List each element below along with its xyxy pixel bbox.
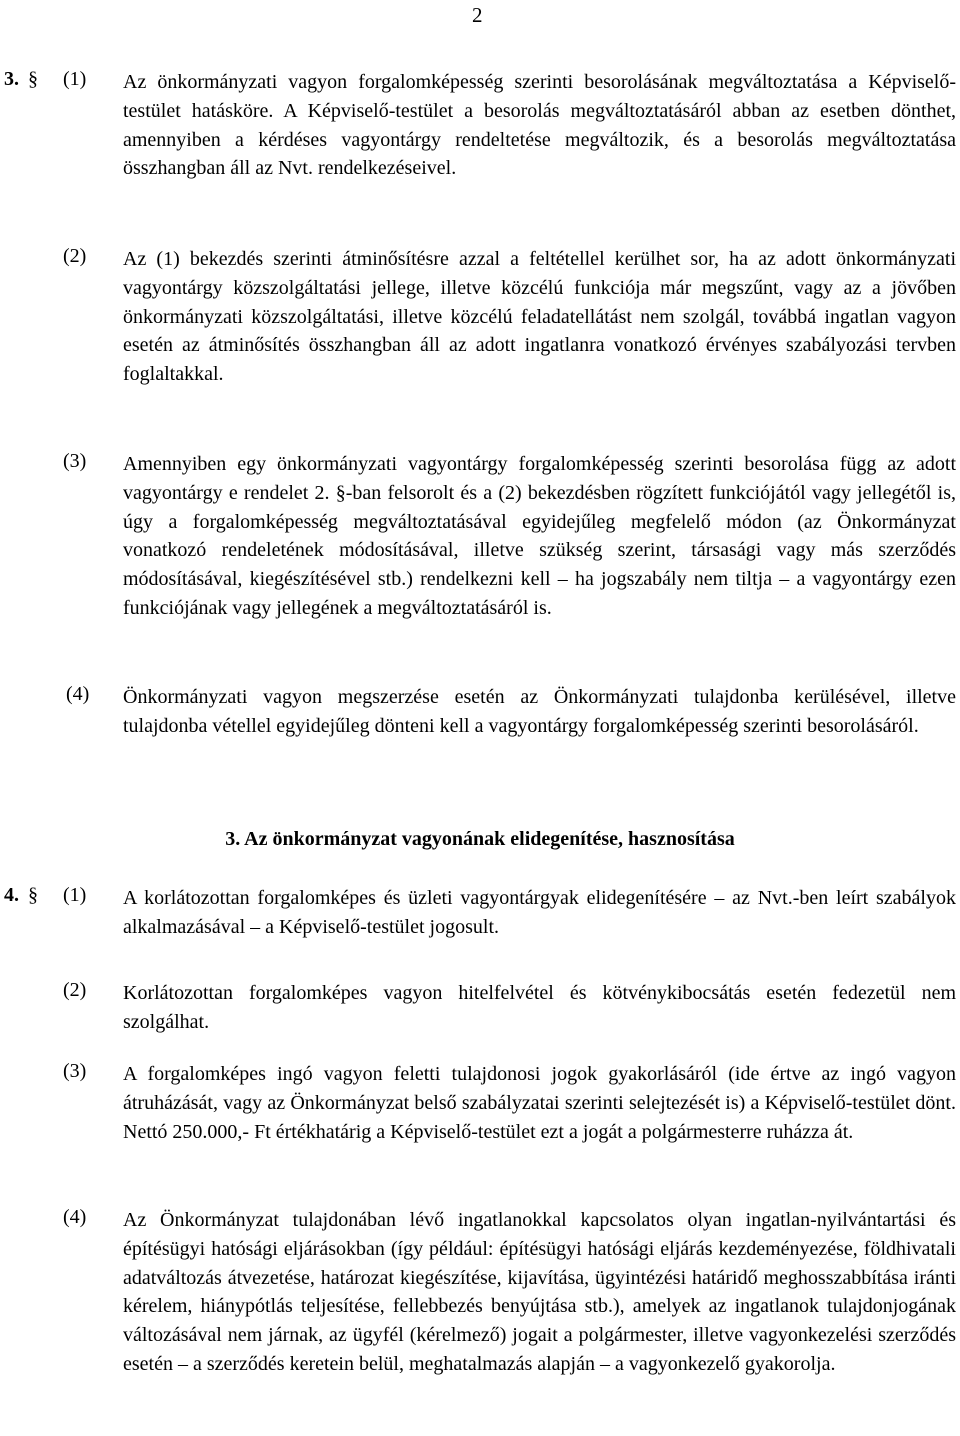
paragraph-number: (3) (63, 450, 87, 472)
page-number: 2 (472, 3, 483, 27)
paragraph-number: (3) (63, 1060, 87, 1082)
paragraph-text: Amennyiben egy önkormányzati vagyontárgy forgalomképesség szerinti besorolása függ az adott vagyontárgy e rendelet 2. §-ban felsorolt és a (2) bekezdésben rögzített funkciójától vagy jellegétől is, úgy a forgalomképesség megváltoztatásával egyidejűleg megfelelő módon (az Önkormányzat vonatkozó rendeletének módosításával, illetve szükség szerint, társasági vagy más szerződés módosításával, kiegészítésével stb.) rendelkezni kell – ha jogszabály nem tiltja – a vagyontárgy ezen funkciójának vagy jellegének a megváltoztatásáról is. (123, 453, 956, 619)
paragraph-number: (1) (63, 884, 87, 906)
paragraph-text: A korlátozottan forgalomképes és üzleti vagyontárgyak elidegenítésére – az Nvt.-ben leírt szabályok alkalmazásával – a Képviselő-testület jogosult. (123, 887, 956, 938)
section-sign: § (28, 884, 38, 906)
paragraph-text: Az (1) bekezdés szerinti átminősítésre azzal a feltétellel kerülhet sor, ha az adott önkormányzati vagyontárgy közszolgáltatási jellege, illetve közcélú funkciója már megszűnt, vagy az a jövőben önkormányzati közszolgáltatási, illetve közcélú feladatellátást nem szolgál, továbbá ingatlan vagyon esetén az átminősítés összhangban áll az adott ingatlanra vonatkozó érvényes szabályozási tervben foglaltakkal. (123, 248, 956, 386)
paragraph-number: (2) (63, 979, 87, 1001)
paragraph-text: Az Önkormányzat tulajdonában lévő ingatlanokkal kapcsolatos olyan ingatlan-nyilvántartási és építésügyi hatósági eljárásokban (így például: építésügyi hatósági eljárás kezdeményezése, földhivatali adatváltozás átvezetése, határozat kiegészítése, kijavítása, ügyintézési határidő meghosszabbítása iránti kérelem, hiánypótlás teljesítése, fellebbezés benyújtása stb.), amelyek az ingatlanok tulajdonjogának változásával nem járnak, az ügyfél (kérelmező) jogait a polgármester, illetve vagyonkezelési szerződés esetén – a szerződés keretein belül, meghatalmazás alapján – a vagyonkezelő gyakorolja. (123, 1209, 956, 1375)
section-number: 4. (4, 884, 19, 906)
paragraph-text: Korlátozottan forgalomképes vagyon hitelfelvétel és kötvénykibocsátás esetén fedezetül nem szolgálhat. (123, 982, 956, 1033)
chapter-heading (0, 828, 960, 851)
paragraph-text: Az önkormányzati vagyon forgalomképesség szerinti besorolásának megváltoztatása a Képviselő-testület hatásköre. A Képviselő-testület a besorolás megváltoztatásáról abban az esetben dönthet, amennyiben a kérdéses vagyontárgy rendeltetése megváltozik, és a besorolás megváltoztatása összhangban áll az Nvt. rendelkezéseivel. (123, 71, 956, 180)
section-number: 3. (4, 68, 19, 90)
section-sign: § (28, 68, 38, 90)
chapter-heading-text: 3. Az önkormányzat vagyonának elidegenítése, hasznosítása (225, 828, 735, 850)
paragraph-number: (2) (63, 245, 87, 267)
paragraph-text: A forgalomképes ingó vagyon feletti tulajdonosi jogok gyakorlásáról (ide értve az ingó vagyon átruházását, vagy az Önkormányzat belső szabályzatai szerinti selejtezését is) a Képviselő-testület dönt. Nettó 250.000,- Ft értékhatárig a Képviselő-testület ezt a jogát a polgármesterre ruházza át. (123, 1063, 956, 1143)
paragraph-number: (4) (63, 1206, 87, 1228)
paragraph-number: (4) (66, 683, 90, 705)
paragraph-number: (1) (63, 68, 87, 90)
paragraph-text: Önkormányzati vagyon megszerzése esetén az Önkormányzati tulajdonba kerülésével, illetve tulajdonba vétellel egyidejűleg dönteni kell a vagyontárgy forgalomképesség szerinti besorolásáról. (123, 686, 956, 737)
